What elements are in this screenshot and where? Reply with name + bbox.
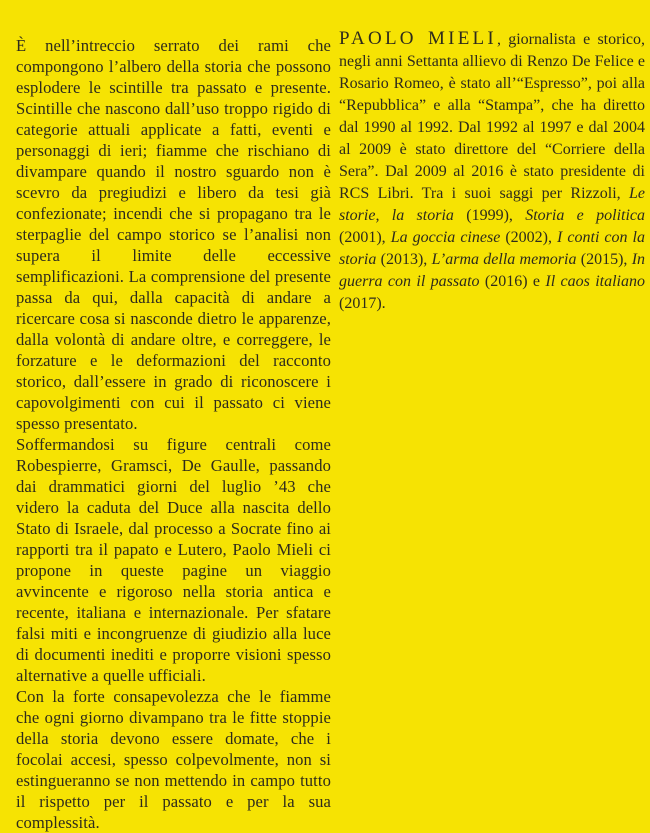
column-gutter — [331, 26, 339, 816]
bio-text: , giornalista e storico, negli anni Settanta allievo di Renzo De Felice e Rosario Romeo, è stato all’“Espresso”, poi alla “Repubblica” e alla “Stampa”, che ha diretto dal 1990 al 1992. Dal 1992 al 1997 e dal 2004 al 2009 è stato direttore del “Corriere della Sera”. Dal 2009 al 2016 è stato presidente di RCS Libri. Tra i suoi saggi per Rizzoli, — [339, 31, 646, 202]
book-title: Le storie, la storia — [339, 185, 645, 224]
book-description-column — [16, 26, 331, 832]
author-bio-column — [339, 26, 645, 816]
bio-text: (2002), — [500, 229, 558, 246]
bio-text: (1999), — [453, 207, 526, 224]
bio-text: (2013), — [376, 251, 432, 268]
book-title: I conti con la storia — [339, 229, 646, 268]
book-title: L’arma della memoria — [431, 251, 577, 268]
book-title: La goccia cinese — [390, 229, 501, 246]
description-paragraph-2: Soffermandosi su figure centrali come Robespierre, Gramsci, De Gaulle, passando dai drammatici giorni del luglio ’43 che videro la caduta del Duce alla nascita dello Stato di Israele, dal processo a Socrate fino ai rapporti tra il papato e Lutero, Paolo Mieli ci propone in queste pagine un viaggio avvincente e rigoroso nella storia antica e recente, italiana e internazionale. Per sfatare falsi miti e incongruenze di giudizio alla luce di documenti inediti e proporre visioni spesso alternative a quelle ufficiali. — [16, 435, 331, 685]
bio-text: (2016) e — [479, 273, 546, 290]
description-paragraph-1: È nell’intreccio serrato dei rami che compongono l’albero della storia che possono esplodere le scintille tra passato e presente. Scintille che nascono dall’uso troppo rigido di categorie attuali applicate a fatti, eventi e personaggi di ieri; fiamme che rischiano di divampare quando il nostro sguardo non è scevro da pregiudizi e libero da tesi già confezionate; incendi che si propagano tra le sterpaglie del campo storico se l’analisi non supera il limite delle eccessive semplificazioni. La comprensione del presente passa da qui, dalla capacità di andare a ricercare cosa si nasconde dietro le apparenze, dalla volontà di andare oltre, e correggere, le forzature e le deformazioni del racconto storico, dall’essere in grado di riconoscere i capovolgimenti con cui il passato ci viene spesso presentato. — [16, 36, 331, 433]
author-bio-paragraph — [339, 28, 645, 315]
bio-text: (2001), — [339, 229, 391, 246]
book-title: Il caos italiano — [545, 273, 645, 290]
author-name: PAOLO MIELI — [339, 28, 497, 49]
bio-text: (2015), — [576, 251, 632, 268]
book-title: In guerra con il passato — [339, 251, 646, 290]
book-title: Storia e politica — [525, 207, 646, 224]
description-paragraph-3: Con la forte consapevolezza che le fiamme che ogni giorno divampano tra le fitte stoppie della storia devono essere domate, che i focolai accesi, spesso colpevolmente, non si estingueranno se non mettendo in campo tutto il rispetto per il passato e per la sua complessità. — [16, 687, 331, 832]
bio-text: (2017). — [339, 295, 386, 312]
